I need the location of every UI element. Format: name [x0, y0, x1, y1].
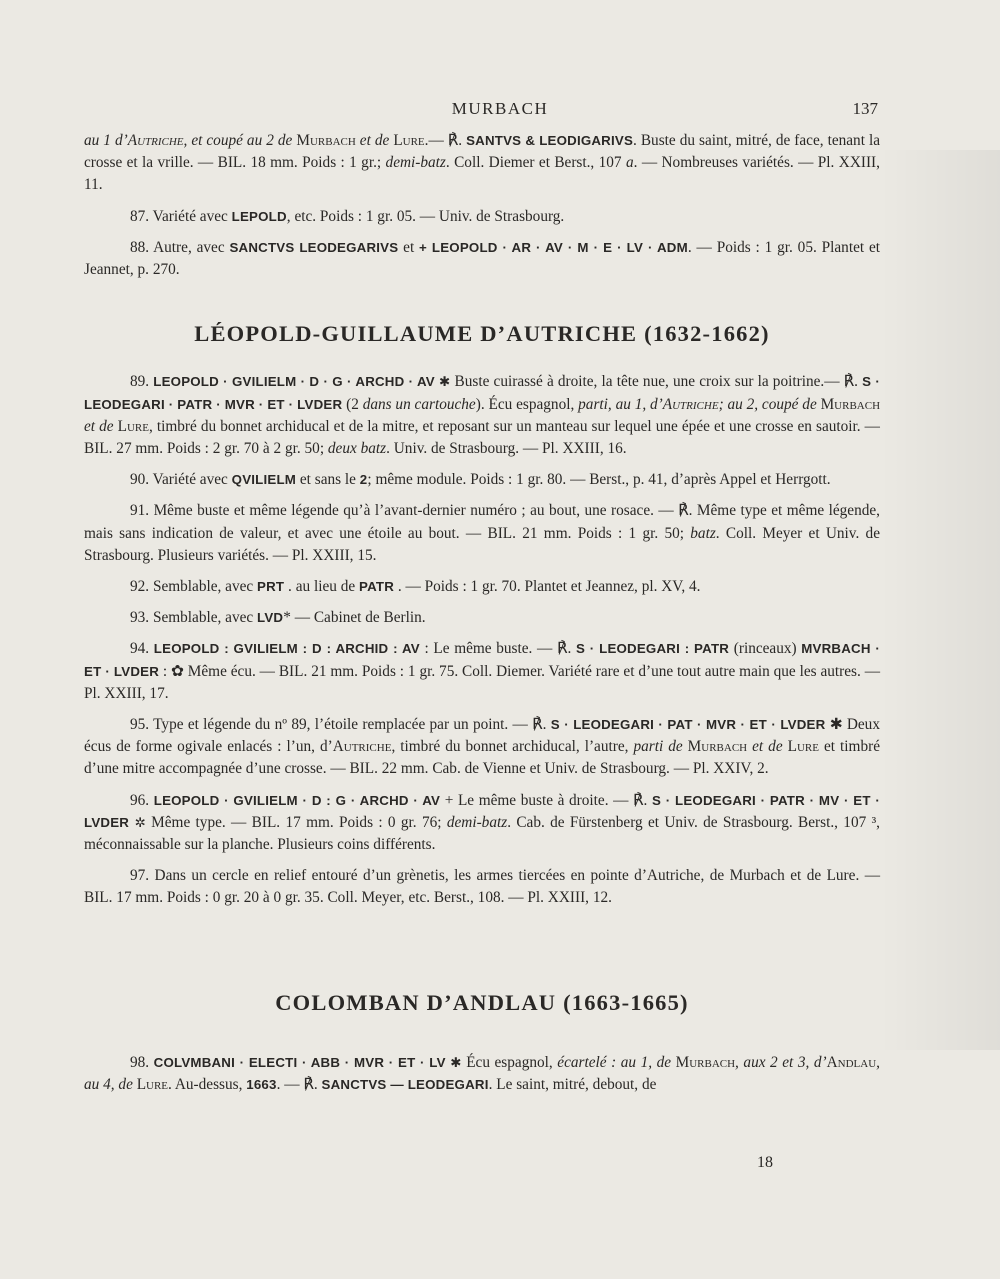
signature-mark: 18 [757, 1154, 773, 1171]
running-title: MURBACH [451, 99, 549, 118]
legend: S · LEODEGARI · PATR · MV · ET · LVDER ✲ [84, 792, 880, 830]
entry-96: 96. LEOPOLD · GVILIELM · D : G · ARCHD · AV + Le même buste à droite. — ℟. S · LEODEGARI · PATR · MV · ET · LVDER ✲ Même type. — BIL. 17 mm. Poids : 0 gr. 76; demi-batz. Cab. de Fürstenberg et Univ. de Strasbourg. Berst., 107 ³, méconnaissable sur la planche. Plusieurs coins différents. [84, 791, 880, 854]
legend: SANTVS & LEODIGARIVS [466, 133, 634, 148]
entry-95: 95. Type et légende du nº 89, l’étoile remplacée par un point. — ℟. S · LEODEGARI · PAT · MVR · ET · LVDER ✱ Deux écus de forme ogivale enlacés : l’un, d’Autriche, timbré du bonnet archiducal, l’autre, parti de Murbach et de Lure et timbré d’une mitre accompagnée d’une crosse. — BIL. 22 mm. Cab. de Vienne et Univ. de Strasbourg. — Pl. XXIV, 2. [84, 716, 880, 778]
entry-94: 94. LEOPOLD : GVILIELM : D : ARCHID : AV : Le même buste. — ℟. S · LEODEGARI : PATR (rinceaux) MVRBACH · ET · LVDER : ✿ Même écu. — BIL. 21 mm. Poids : 1 gr. 75. Coll. Diemer. Variété rare et d’une tout autre main que les autres. — Pl. XXIII, 17. [84, 640, 881, 702]
entry-87: 87. Variété avec LEPOLD, etc. Poids : 1 gr. 05. — Univ. de Strasbourg. [130, 207, 565, 225]
legend: 1663 [246, 1077, 277, 1093]
page-number: 137 [852, 99, 878, 118]
legend: LEOPOLD · GVILIELM · D : G · ARCHD · AV [153, 792, 441, 808]
legend: S · LEODEGARI · PATR · MVR · ET · LVDER [84, 374, 880, 412]
entry-92: 92. Semblable, avec PRT . au lieu de PATR . — Poids : 1 gr. 70. Plantet et Jeannez, pl. XV, 4. [130, 578, 701, 596]
legend: + LEOPOLD · AR · AV · M · E · LV · ADM [419, 239, 688, 255]
legend: S · LEODEGARI · PAT · MVR · ET · LVDER [550, 717, 826, 733]
entry-97: 97. Dans un cercle en relief entouré d’un grènetis, les armes tiercées en pointe d’Autriche, de Murbach et de Lure. — BIL. 17 mm. Poids : 0 gr. 20 à 0 gr. 35. Coll. Meyer, etc. Berst., 108. — Pl. XXIII, 12. [84, 867, 880, 907]
section-heading-leopold: LÉOPOLD-GUILLAUME D’AUTRICHE (1632-1662) [194, 321, 770, 347]
legend: PRT [257, 579, 285, 595]
entry-89: 89. LEOPOLD · GVILIELM · D · G · ARCHD · AV ✱ Buste cuirassé à droite, la tête nue, une croix sur la poitrine.— ℟. S · LEODEGARI · PATR · MVR · ET · LVDER (2 dans un cartouche). Écu espagnol, parti, au 1, d’Autriche; au 2, coupé de Murbach et de Lure, timbré du bonnet archiducal et de la mitre, et reposant sur un manteau sur lequel une épée et une crosse en sautoir. — BIL. 27 mm. Poids : 2 gr. 70 à 2 gr. 50; deux batz. Univ. de Strasbourg. — Pl. XXIII, 16. [84, 373, 881, 458]
legend: LEOPOLD : GVILIELM : D : ARCHID : AV [153, 641, 420, 657]
entry-98: 98. COLVMBANI · ELECTI · ABB · MVR · ET · LV ✱ Écu espagnol, écartelé : au 1, de Murbach, aux 2 et 3, d’Andlau, au 4, de Lure. Au-dessus, 1663. — ℟. SANCTVS — LEODEGARI. Le saint, mitré, debout, de [84, 1053, 880, 1094]
section-heading-colomban: COLOMBAN D’ANDLAU (1663-1665) [275, 989, 689, 1015]
legend: PATR [358, 579, 395, 595]
body-text [84, 130, 880, 1105]
entry-88: 88. Autre, avec SANCTVS LEODEGARIVS et + LEOPOLD · AR · AV · M · E · LV · ADM. — Poids : 1 gr. 05. Plantet et Jeannet, p. 270. [84, 238, 880, 279]
legend: QVILIELM [231, 472, 297, 488]
legend: SANCTVS LEODEGARIVS [229, 239, 399, 255]
bleed-through-shadow [880, 150, 1000, 1050]
legend: MVRBACH · ET · LVDER [84, 641, 881, 679]
legend: LEPOLD [231, 208, 287, 224]
legend: 2 [359, 472, 368, 488]
legend: LEOPOLD · GVILIELM · D · G · ARCHD · AV ✱ [153, 374, 451, 390]
entry-continued: au 1 d’Autriche, et coupé au 2 de Murbach et de Lure.— ℟. SANTVS & LEODIGARIVS. Buste du saint, mitré, de face, tenant la crosse et la vrille. — BIL. 18 mm. Poids : 1 gr.; demi-batz. Coll. Diemer et Berst., 107 a. — Nombreuses variétés. — Pl. XXIII, 11. [84, 132, 881, 194]
legend: COLVMBANI · ELECTI · ABB · MVR · ET · LV ✱ [153, 1054, 462, 1070]
legend: S · LEODEGARI : PATR [575, 641, 730, 657]
entry-90: 90. Variété avec QVILIELM et sans le 2; même module. Poids : 1 gr. 80. — Berst., p. 41, d’après Appel et Herrgott. [130, 471, 831, 489]
running-head [0, 99, 1000, 125]
legend: SANCTVS — LEODEGARI [321, 1077, 489, 1093]
entry-93: 93. Semblable, avec LVD* — Cabinet de Berlin. [130, 609, 426, 627]
entry-91: 91. Même buste et même légende qu’à l’avant-dernier numéro ; au bout, une rosace. — ℟. Même type et même légende, mais sans indication de valeur, et avec une étoile au bout. — BIL. 21 mm. Poids : 1 gr. 50; batz. Coll. Meyer et Univ. de Strasbourg. Plusieurs variétés. — Pl. XXIII, 15. [84, 502, 880, 564]
legend: LVD [257, 610, 284, 626]
